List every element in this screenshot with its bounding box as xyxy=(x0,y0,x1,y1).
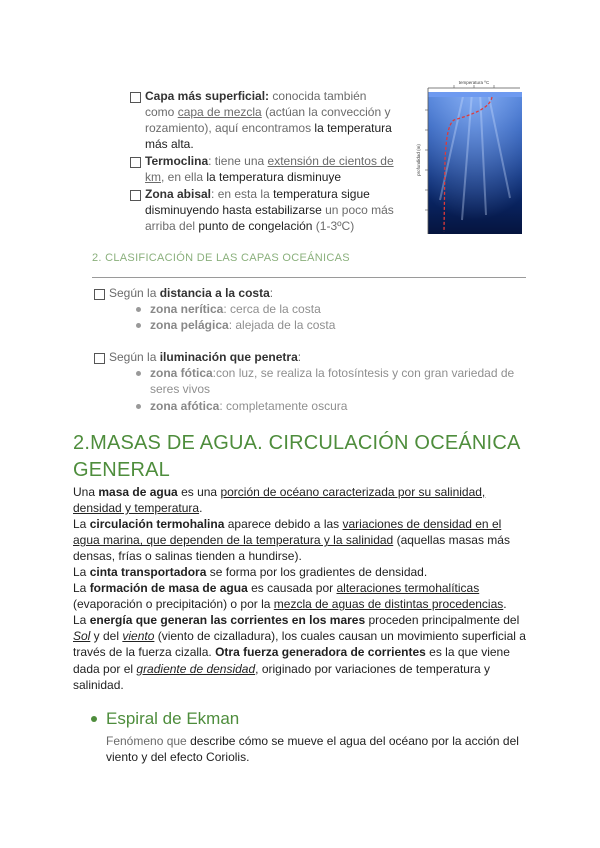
ekman-heading: Espiral de Ekman xyxy=(106,709,240,728)
paragraph-masa: Una masa de agua es una porción de océano caracterizada por su salinidad, densidad y temperatura. xyxy=(73,485,486,516)
list-item: zona nerítica: cerca de la costa xyxy=(150,302,321,316)
ekman-description: Fenómeno que describe cómo se mueve el agua del océano por la acción del viento y del efecto Coriolis. xyxy=(106,734,519,765)
ekman-bullet xyxy=(91,716,97,722)
list-item: zona pelágica: alejada de la costa xyxy=(150,318,336,332)
checkbox[interactable] xyxy=(130,92,141,103)
paragraph-cinta: La cinta transportadora se forma por los gradientes de densidad. xyxy=(73,565,428,579)
figure-top-label: temperatura ºC xyxy=(458,80,490,85)
checkbox[interactable] xyxy=(130,157,141,168)
checkbox[interactable] xyxy=(94,289,105,300)
section-heading: 2. CLASIFICACIÓN DE LAS CAPAS OCEÁNICAS xyxy=(92,252,350,264)
list-item: zona fótica:con luz, se realiza la fotosíntesis y con gran variedad de xyxy=(150,366,515,380)
link-capa-mezcla: capa de mezcla xyxy=(177,105,262,119)
paragraph-termohalina: La circulación termohalina aparece debido a las variaciones de densidad en el agua marina, que dependen de la temperatura y la salinidad (aquellas masas más densas, frías o salinas tienden a hundirse). xyxy=(73,517,510,564)
figure-side-label: profundidad (m) xyxy=(416,144,421,176)
layer-termoclina: Termoclina: tiene una extensión de cientos de xyxy=(145,154,394,168)
layer-superficial: Capa más superficial: conocida también xyxy=(145,89,367,103)
paragraph-energia: La energía que generan las corrientes en los mares proceden principalmente del Sol y del viento (viento de cizalladura), los cuales causan un movimiento superficial a través de la fuerza cizalla. Otra fuerza generadora de corrientes es la que viene dada por el gradiente de densidad, originado por variaciones de temperatura y salinidad. xyxy=(73,613,526,692)
divider xyxy=(92,277,526,278)
layer-abisal: Zona abisal: en esta la temperatura sigue xyxy=(145,187,370,201)
checkbox[interactable] xyxy=(94,353,105,364)
checkbox[interactable] xyxy=(130,190,141,201)
page-heading: 2.MASAS DE AGUA. CIRCULACIÓN OCEÁNICA GENERAL xyxy=(73,432,521,481)
paragraph-formacion: La formación de masa de agua es causada por alteraciones termohalíticas (evaporación o precipitación) o por la mezcla de aguas de distintas procedencias. xyxy=(73,581,507,612)
ocean-depth-figure xyxy=(414,80,522,238)
classification-costa: Según la distancia a la costa: xyxy=(109,286,274,300)
classification-luz: Según la iluminación que penetra: xyxy=(109,350,302,364)
list-item: zona afótica: completamente oscura xyxy=(150,399,348,413)
